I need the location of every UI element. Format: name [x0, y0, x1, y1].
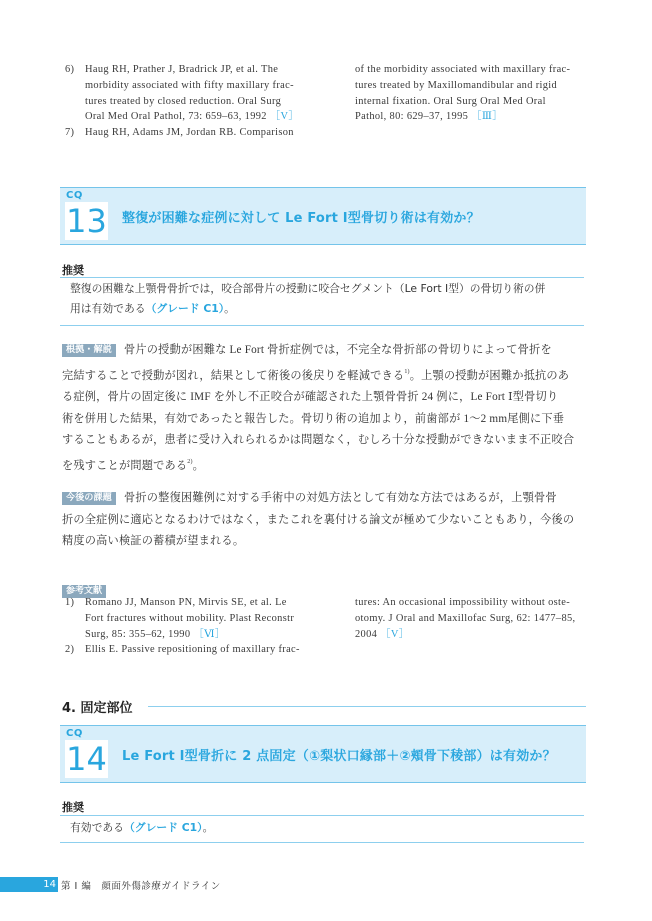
grade-label: （グレード C1）: [145, 302, 225, 315]
cq-title: 整復が困難な症例に対して Le Fort Ⅰ型骨切り術は有効か？: [122, 211, 480, 226]
basis-paragraph: 根拠・解説 骨片の授動が困難な Le Fort 骨折症例では，不完全な骨折部の骨切りによって骨折を 完結することで授動が図れ，結果として術後の後戻りを軽減できる$^{1)}$。上顎の授動が困難か抵抗のあ る症例，骨片の固定後に IMF を外し不正咬合が確認された上顎骨骨折 24 例に，Le Fort Ⅰ型骨切り 術を併用した結果，有効であったと報告した。骨切り術の追加より，前歯部が 1～2 mm尾側に下垂 することもあるが，患者に受け入れられるかは問題なく，むしろ十分な授動ができないまま不正咬合 を残すことが問題である$^{2)}$。: [62, 344, 575, 472]
cq14-box: [60, 725, 586, 783]
reference-item: 7) Haug RH, Adams JM, Jordan RB. Comparison: [65, 127, 294, 139]
citation-superscript: 2): [187, 458, 193, 465]
evidence-level: ［Ⅲ］: [471, 111, 503, 123]
cq-label: CQ: [66, 728, 83, 739]
recommendation-heading: 推奨: [62, 801, 84, 814]
recommendation-text: 整復の困難な上顎骨骨折では，咬合部骨片の授動に咬合セグメント（Le Fort Ⅰ型）の骨切り術の併 用は有効である（グレード C1）。: [70, 282, 546, 315]
evidence-level: ［V］: [380, 628, 410, 640]
section-heading: 4. 固定部位: [62, 701, 133, 716]
references-left: [62, 595, 322, 658]
divider: [60, 277, 584, 278]
divider: [60, 325, 584, 326]
cq-title: Le Fort Ⅰ型骨折に 2 点固定（①梨状口縁部＋②頬骨下稜部）は有効か？: [122, 749, 556, 764]
references-tag: 参考文献: [62, 585, 106, 598]
reference-item: 1) Romano JJ, Manson PN, Mirvis SE, et al. Le Fort fractures without mobility. Plast Reconstr Surg, 85: 355–62, 1990 ［Ⅵ］: [65, 597, 295, 640]
evidence-level: ［Ⅵ］: [193, 628, 226, 640]
evidence-level: ［V］: [269, 111, 300, 123]
page-number: 14: [0, 877, 58, 892]
cq13-box: [60, 187, 586, 245]
citation-superscript: 1): [404, 368, 410, 375]
running-footer: 第 I 編 顔面外傷診療ガイドライン: [61, 881, 221, 892]
top-references-left: [62, 62, 322, 141]
divider: [60, 815, 584, 816]
section-rule: [148, 706, 586, 707]
cq-label: CQ: [66, 190, 83, 201]
basis-tag: 根拠・解説: [62, 344, 116, 357]
cq-number: 14: [66, 740, 107, 778]
future-tag: 今後の課題: [62, 492, 116, 505]
divider: [60, 842, 584, 843]
reference-item: 6) Haug RH, Prather J, Bradrick JP, et al. The morbidity associated with fifty maxillary frac- tures treated by closed reduction. Oral Surg Oral Med Oral Pathol, 73: 659–63, 1992 ［V］: [65, 64, 300, 123]
references-right: tures: An occasional impossibility without oste- otomy. J Oral and Maxillofac Surg, 62: 1477–85, 2004 ［V］: [355, 597, 576, 640]
top-references-right: of the morbidity associated with maxillary frac- tures treated by Maxillomandibular and rigid internal fixation. Oral Surg Oral Med Oral Pathol, 80: 629–37, 1995 ［Ⅲ］: [355, 64, 571, 123]
recommendation-heading: 推奨: [62, 264, 84, 277]
recommendation-text: 有効である（グレード C1）。: [70, 821, 214, 834]
reference-item: 2) Ellis E. Passive repositioning of maxillary frac-: [65, 644, 300, 656]
cq-number: 13: [66, 202, 107, 240]
future-issues-paragraph: 今後の課題 骨折の整復困難例に対する手術中の対処方法として有効な方法ではあるが，上顎骨骨 折の全症例に適応となるわけではなく，またこれを裏付ける論文が極めて少ないこともあり，今後の 精度の高い検証の蓄積が望まれる。: [62, 492, 575, 547]
grade-label: （グレード C1）: [123, 821, 203, 834]
